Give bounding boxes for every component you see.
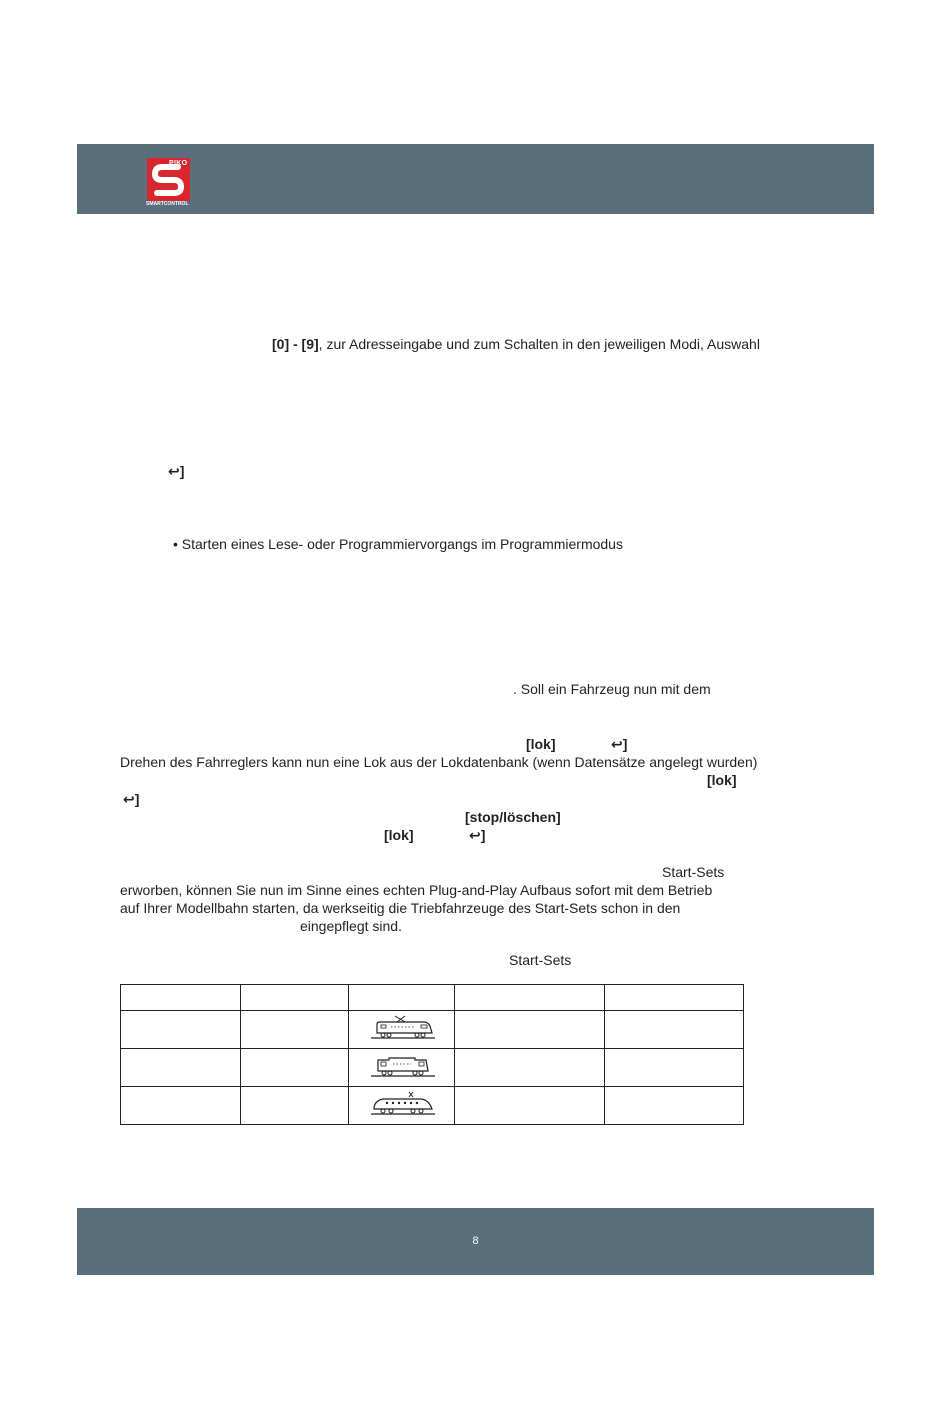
table-cell xyxy=(455,1011,605,1049)
table-cell xyxy=(241,1011,349,1049)
table-row xyxy=(121,1087,744,1125)
table-cell xyxy=(455,1087,605,1125)
logo-brand-text: PIKO xyxy=(169,160,188,167)
start-sets-table xyxy=(120,984,744,1125)
table-header-row xyxy=(121,985,744,1011)
footer-band xyxy=(77,1208,874,1275)
multiple-unit-train-icon xyxy=(369,1090,435,1118)
lok-key-1: [lok] xyxy=(526,736,556,752)
enter-key-2: ↩] xyxy=(123,791,140,807)
keys-line xyxy=(272,336,760,353)
lok-key-2: [lok] xyxy=(707,772,737,788)
table-cell xyxy=(605,1011,744,1049)
table-header-cell xyxy=(455,985,605,1011)
table-cell xyxy=(241,1087,349,1125)
table-row xyxy=(121,1049,744,1087)
piko-smartcontrol-logo xyxy=(147,158,190,208)
table-cell xyxy=(455,1049,605,1087)
enter-key-1: ↩] xyxy=(611,736,628,752)
keys-sentence: , zur Adresseingabe und zum Schalten in den jeweiligen Modi, Auswahl xyxy=(318,336,760,352)
stop-key: [stop/löschen] xyxy=(465,809,561,825)
table-cell xyxy=(121,1049,241,1087)
table-header-cell xyxy=(605,985,744,1011)
table-header-cell xyxy=(349,985,455,1011)
table-cell xyxy=(605,1049,744,1087)
bullet-programming: • Starten eines Lese- oder Programmiervorgangs im Programmiermodus xyxy=(173,536,623,552)
header-band xyxy=(77,144,874,214)
start-sets-label-2: Start-Sets xyxy=(509,952,572,968)
plug-play-line-3: eingepflegt sind. xyxy=(300,918,402,934)
table-cell xyxy=(349,1087,455,1125)
table-cell xyxy=(349,1049,455,1087)
electric-locomotive-icon xyxy=(369,1014,435,1042)
plug-play-line-2: auf Ihrer Modellbahn starten, da werkseitig die Triebfahrzeuge des Start-Sets schon in den xyxy=(120,900,681,916)
table-cell xyxy=(349,1011,455,1049)
table-cell xyxy=(121,1011,241,1049)
diesel-locomotive-icon xyxy=(369,1052,435,1080)
page-number: 8 xyxy=(472,1235,479,1247)
lok-key-3: [lok] xyxy=(384,827,414,843)
logo-mark xyxy=(147,158,190,201)
logo-subtitle: SMARTCONTROL xyxy=(146,201,189,207)
table-cell xyxy=(121,1087,241,1125)
table-cell xyxy=(241,1049,349,1087)
soll-sentence: . Soll ein Fahrzeug nun mit dem xyxy=(513,681,711,697)
table-cell xyxy=(605,1087,744,1125)
keys-range: [0] - [9] xyxy=(272,336,319,352)
enter-key-3: ↩] xyxy=(469,827,486,843)
start-sets-label-1: Start-Sets xyxy=(662,864,725,880)
table-header-cell xyxy=(121,985,241,1011)
enter-key-label: ↩] xyxy=(168,463,185,479)
table-header-cell xyxy=(241,985,349,1011)
drehen-sentence: Drehen des Fahrreglers kann nun eine Lok aus der Lokdatenbank (wenn Datensätze angelegt wurden) xyxy=(120,754,758,770)
table-row xyxy=(121,1011,744,1049)
plug-play-line-1: erworben, können Sie nun im Sinne eines echten Plug-and-Play Aufbaus sofort mit dem Betrieb xyxy=(120,882,713,898)
